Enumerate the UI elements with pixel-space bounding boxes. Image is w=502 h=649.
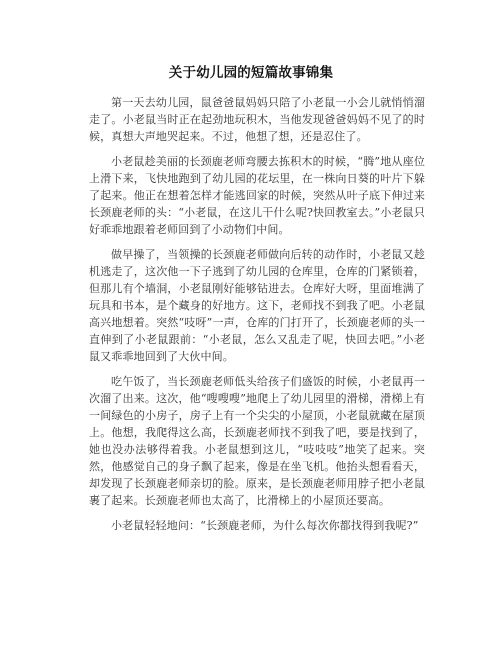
document-body: [89, 94, 425, 542]
paragraph-1: 第一天去幼儿园，鼠爸爸鼠妈妈只陪了小老鼠一小会儿就悄悄溜走了。小老鼠当时正在起劲地玩积木，当他发现爸爸妈妈不见了的时候，真想大声地哭起来。不过，他想了想，还是忍住了。: [89, 96, 425, 143]
paragraph-3: 做早操了，当领操的长颈鹿老师做向后转的动作时，小老鼠又趁机逃走了，这次他一下子逃到了幼儿园的仓库里，仓库的门紧锁着，但那儿有个墙洞，小老鼠刚好能够钻进去。仓库好大呀，里面堆满了玩具和书本，是个藏身的好地方。这下，老师找不到我了吧。小老鼠高兴地想着。突然“吱呀”一声，仓库的门打开了，长颈鹿老师的头一直伸到了小老鼠跟前：“小老鼠，怎么又乱走了呢，快回去吧。”小老鼠又乖乖地回到了大伙中间。: [89, 248, 425, 363]
paragraph-5: 小老鼠轻轻地问：“长颈鹿老师，为什么每次你都找得到我呢?”: [111, 519, 419, 532]
paragraph-4: 吃午饭了，当长颈鹿老师低头给孩子们盛饭的时候，小老鼠再一次溜了出来。这次，他“嗖嗖嗖”地爬上了幼儿园里的滑梯，滑梯上有一间绿色的小房子，房子上有一个尖尖的小屋顶，小老鼠就藏在屋顶上。他想，我爬得这么高，长颈鹿老师找不到我了吧，要是找到了，她也没办法够得着我。小老鼠想到这儿，“吱吱吱”地笑了起来。突然，他感觉自己的身子飘了起来，像是在坐飞机。他抬头想看看天，却发现了长颈鹿老师亲切的脸。原来，是长颈鹿老师用脖子把小老鼠裹了起来。长颈鹿老师也太高了，比滑梯上的小屋顶还要高。: [89, 375, 425, 507]
paragraph-2: 小老鼠趁美丽的长颈鹿老师弯腰去拣积木的时候，“腾”地从座位上滑下来，飞快地跑到了幼儿园的花坛里，在一株向日葵的叶片下躲了起来。他正在想着怎样才能逃回家的时候，突然从叶子底下伸过来长颈鹿老师的头：“小老鼠，在这儿干什么呢?快回教室去。”小老鼠只好乖乖地跟着老师回到了小动物们中间。: [89, 155, 425, 236]
document-title: 关于幼儿园的短篇故事锦集: [168, 65, 334, 81]
